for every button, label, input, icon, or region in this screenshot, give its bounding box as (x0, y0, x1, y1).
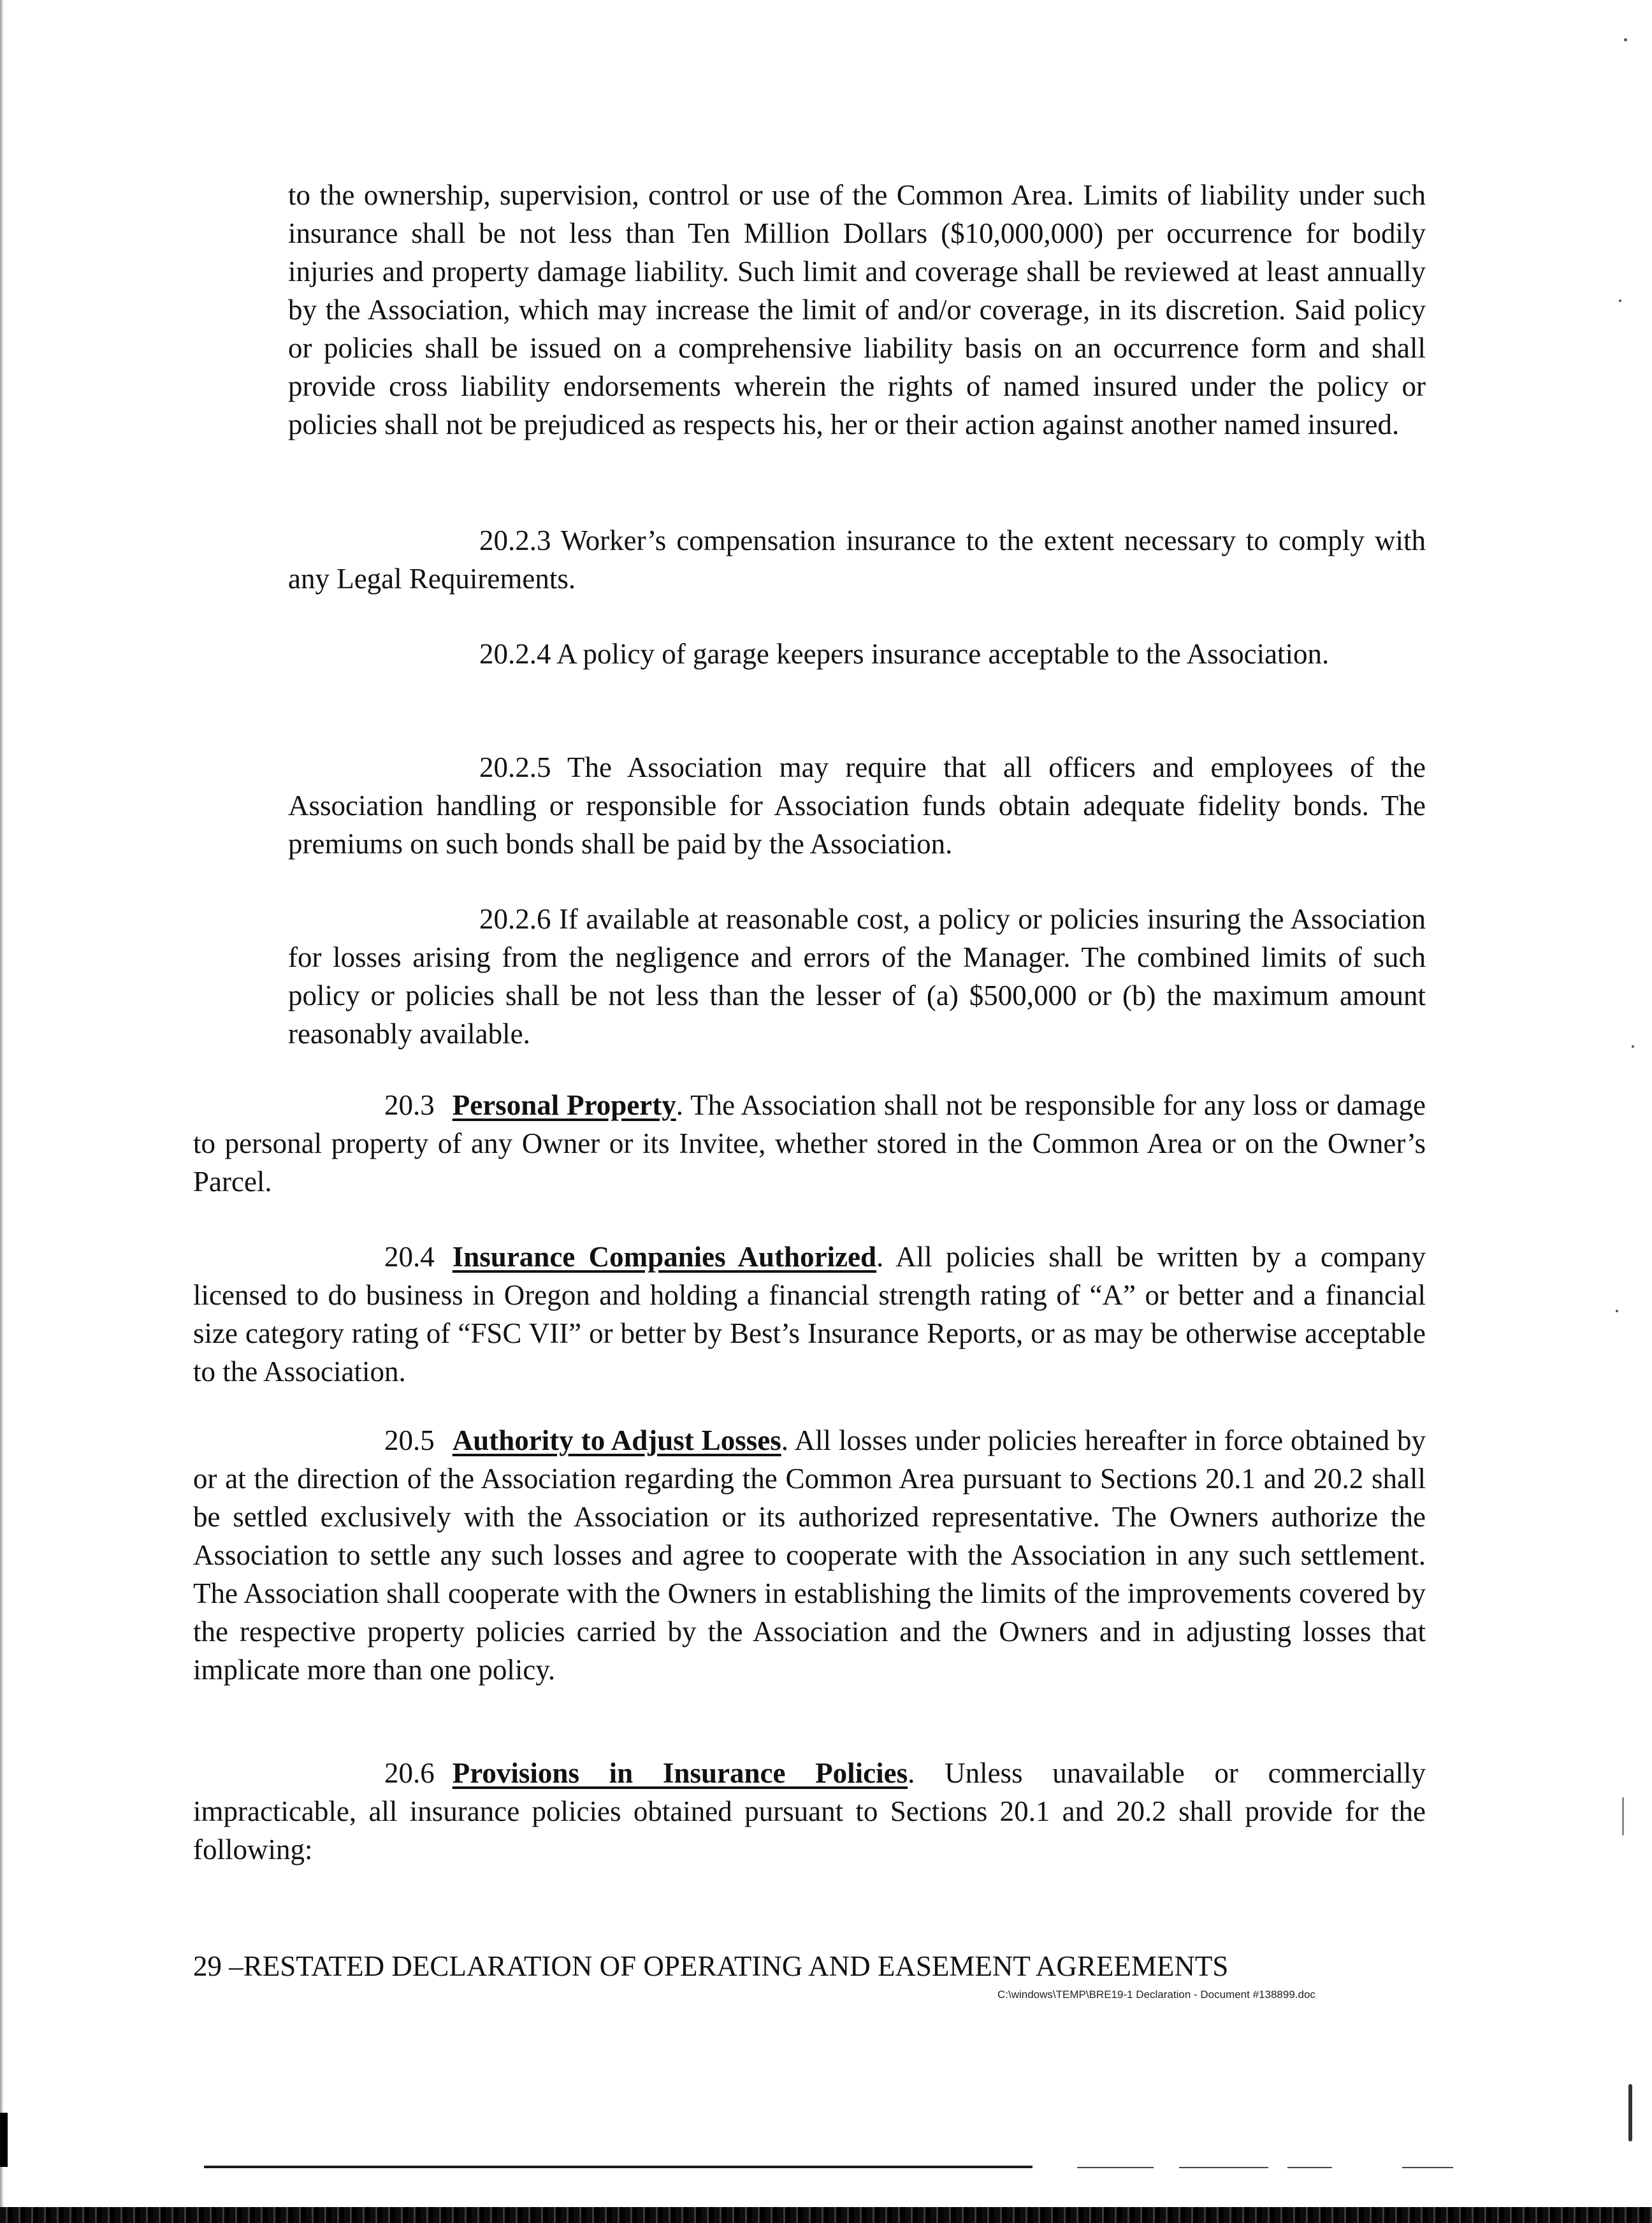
section-body: . All losses under policies hereafter in force obtained by or at the direction of the Association regarding the Common Area pursuant to Sections 20.1 and 20.2 shall be settled exclusively with the Association or its authorized representative. The Owners authorize the Association to settle any such losses and agree to cooperate with the Association in any such settlement. The Association shall cooperate with the Owners in establishing the limits of the improvements covered by the respective property policies carried by the Association and the Owners and in adjusting losses that implicate more than one policy. (193, 1424, 1426, 1686)
section-heading: Authority to Adjust Losses (452, 1424, 781, 1456)
section-20-3 (193, 1086, 1426, 1201)
scan-speck (1632, 1045, 1634, 1048)
section-number: 20.3 (384, 1089, 435, 1121)
scan-artifact-dash (1179, 2167, 1268, 2168)
paragraph-20-2-5: 20.2.5 The Association may require that all officers and employees of the Association handling or responsible for Association funds obtain adequate fidelity bonds. The premiums on such bonds shall be paid by the Association. (288, 751, 1426, 860)
paragraph-20-2-6: 20.2.6 If available at reasonable cost, a policy or policies insuring the Association for losses arising from the negligence and errors of the Manager. The combined limits of such policy or policies shall be not less than the lesser of (a) $500,000 or (b) the maximum amount reasonably available. (288, 903, 1426, 1050)
section-heading: Insurance Companies Authorized (452, 1241, 877, 1273)
scan-artifact-dash (1077, 2167, 1154, 2168)
scan-artifact-line (204, 2166, 1032, 2168)
section-body: . All policies shall be written by a company licensed to do business in Oregon and holding a financial strength rating of “A” or better and a financial size category rating of “FSC VII” or better by Best’s Insurance Reports, or as may be otherwise acceptable to the Association. (193, 1241, 1426, 1387)
section-body: . The Association shall not be responsible for any loss or damage to personal property of any Owner or its Invitee, whether stored in the Common Area or on the Owner’s Parcel. (193, 1089, 1426, 1198)
footer-file-path: C:\windows\TEMP\BRE19-1 Declaration - Document #138899.doc (997, 1988, 1315, 2001)
section-heading: Provisions in Insurance Policies (452, 1757, 908, 1789)
section-20-6 (193, 1754, 1426, 1869)
section-20-4 (193, 1238, 1426, 1391)
section-body: . Unless unavailable or commercially impracticable, all insurance policies obtained pursuant to Sections 20.1 and 20.2 shall provide for the following: (193, 1757, 1426, 1865)
section-number: 20.4 (384, 1241, 435, 1273)
paragraph-20-2-4: 20.2.4 A policy of garage keepers insurance acceptable to the Association. (479, 638, 1330, 670)
scan-speck (1628, 2084, 1632, 2141)
paragraph-20-2-3: 20.2.3 Worker’s compensation insurance to the extent necessary to comply with any Legal Requirements. (288, 525, 1426, 595)
section-heading: Personal Property (452, 1089, 676, 1121)
scan-artifact-mark (0, 2113, 8, 2167)
section-20-5 (193, 1421, 1426, 1689)
scan-speck (1624, 38, 1627, 41)
paragraph-liability-continuation: to the ownership, supervision, control or use of the Common Area. Limits of liability under such insurance shall be not less than Ten Million Dollars ($10,000,000) per occurrence for bodily injuries and property damage liability. Such limit and coverage shall be reviewed at least annually by the Association, which may increase the limit of and/or coverage, in its discretion. Said policy or policies shall be issued on a comprehensive liability basis on an occurrence form and shall provide cross liability endorsements wherein the rights of named insured under the policy or policies shall not be prejudiced as respects his, her or their action against another named insured. (288, 179, 1426, 440)
scan-speck (1619, 300, 1621, 302)
section-number: 20.5 (384, 1424, 435, 1456)
scan-left-edge (0, 0, 4, 2223)
scan-speck (1616, 1310, 1618, 1312)
scan-bottom-band (0, 2207, 1652, 2223)
scan-artifact-dash (1287, 2167, 1332, 2168)
scan-speck (1622, 1797, 1624, 1836)
footer-title: 29 –RESTATED DECLARATION OF OPERATING AND EASEMENT AGREEMENTS (193, 1950, 1229, 1982)
section-number: 20.6 (384, 1757, 435, 1789)
scan-artifact-dash (1402, 2167, 1453, 2168)
